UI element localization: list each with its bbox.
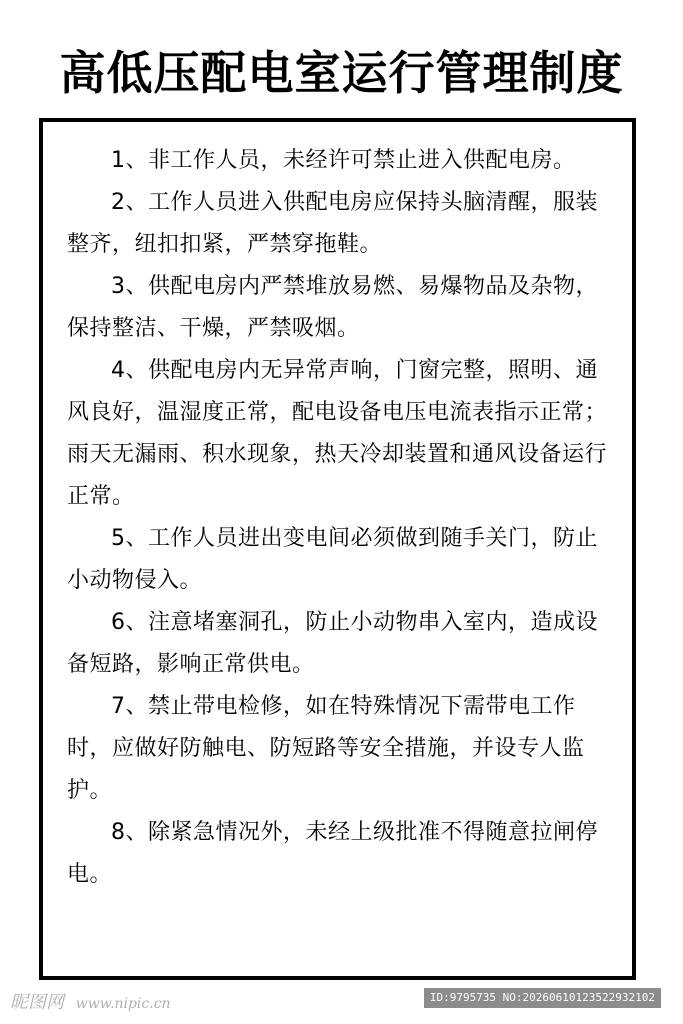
rule-6: 6、注意堵塞洞孔，防止小动物串入室内，造成设备短路，影响正常供电。 bbox=[67, 610, 598, 677]
rule-3: 3、供配电房内严禁堆放易燃、易爆物品及杂物，保持整洁、干燥，严禁吸烟。 bbox=[67, 274, 598, 341]
watermark-logo: 昵图网 bbox=[10, 992, 64, 1013]
rule-5: 5、工作人员进出变电间必须做到随手关门，防止小动物侵入。 bbox=[67, 526, 598, 593]
rules-list bbox=[67, 140, 619, 896]
watermark bbox=[10, 988, 171, 1014]
rule-2: 2、工作人员进入供配电房应保持头脑清醒，服装整齐，纽扣扣紧，严禁穿拖鞋。 bbox=[67, 190, 598, 257]
rule-8: 8、除紧急情况外，未经上级批准不得随意拉闸停电。 bbox=[67, 820, 598, 887]
watermark-url: www.nipic.cn bbox=[75, 996, 171, 1012]
rule-1: 1、非工作人员，未经许可禁止进入供配电房。 bbox=[111, 148, 576, 173]
rule-4: 4、供配电房内无异常声响，门窗完整，照明、通风良好，温湿度正常，配电设备电压电流表指示正常；雨天无漏雨、积水现象，热天冷却装置和通风设备运行正常。 bbox=[67, 358, 608, 509]
rule-7: 7、禁止带电检修，如在特殊情况下需带电工作时，应做好防触电、防短路等安全措施，并设专人监护。 bbox=[67, 694, 585, 803]
page-title: 高低压配电室运行管理制度 bbox=[59, 46, 624, 100]
rules-board bbox=[39, 118, 636, 980]
image-id-bar: ID:9795735 NO:20260610123522932102 bbox=[424, 988, 661, 1008]
